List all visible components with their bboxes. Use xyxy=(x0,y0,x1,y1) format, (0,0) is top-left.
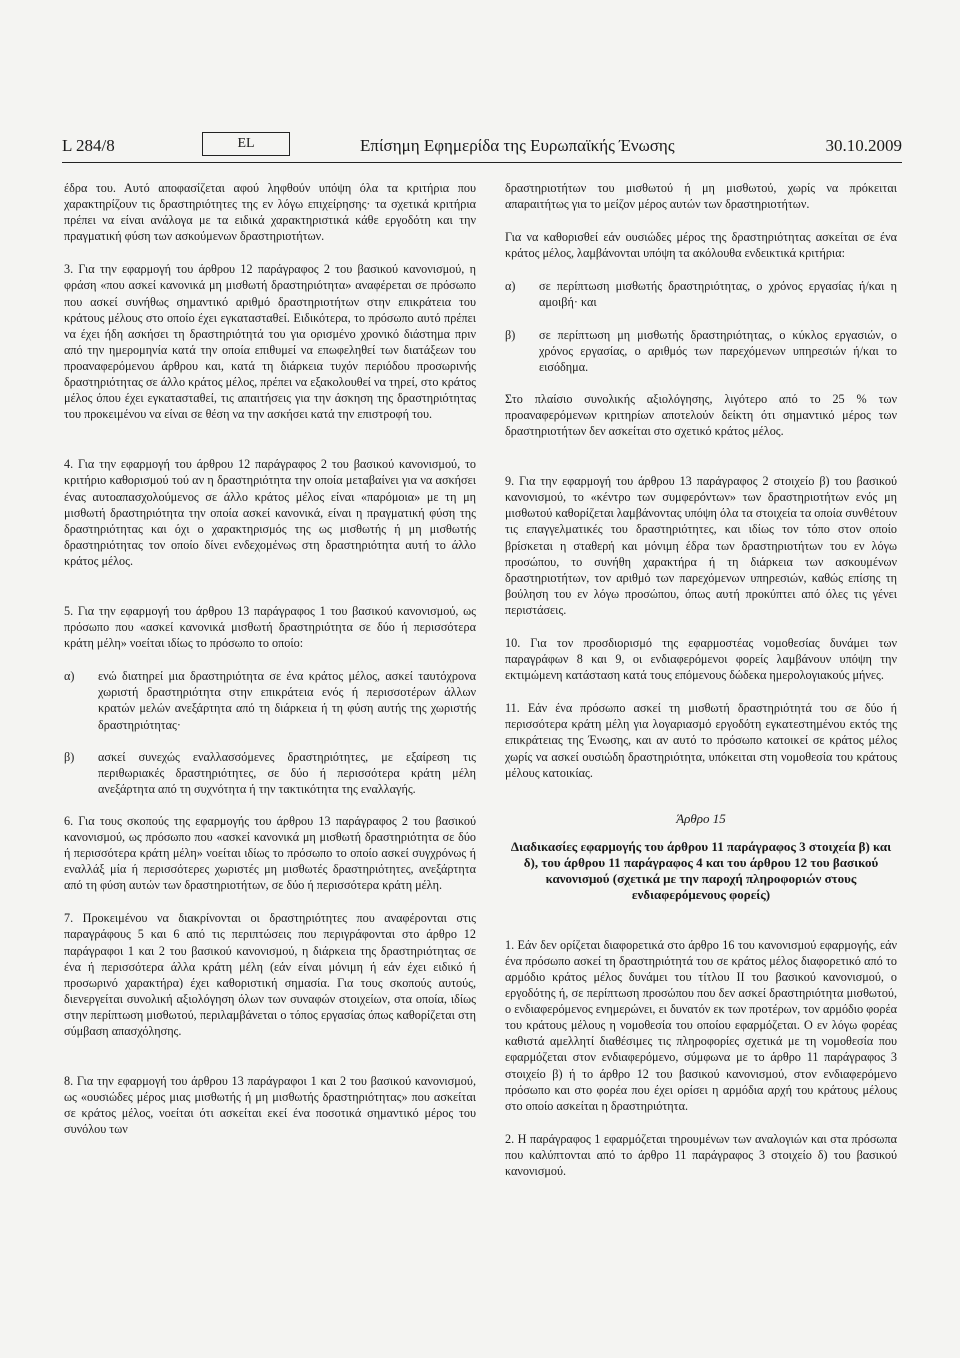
list-label: α) xyxy=(505,279,516,294)
list-label: α) xyxy=(64,669,75,684)
list-text: ενώ διατηρεί μια δραστηριότητα σε ένα κράτος μέλος, ασκεί ταυτόχρονα χωριστή δραστηριότητα στην επικράτεια ενός ή περισσοτέρων άλλων κρατών μελών ανεξάρτητα από τη διάρκεια ή τη φύση αυτής της χωριστής δραστηριότητας· xyxy=(98,669,476,732)
paragraph-10: 10. Για τον προσδιορισμό της εφαρμοστέας νομοθεσίας δυνάμει των παραγράφων 8 και 9, οι ενδιαφερόμενοι φορείς λαμβάνουν υπόψη την εκτιμώμενη κατάσταση κατά τους επόμενους δώδεκα ημερολογιακούς μήνες. xyxy=(505,635,897,683)
article-paragraph-1: 1. Εάν δεν ορίζεται διαφορετικά στο άρθρο 16 του κανονισμού εφαρμογής, εάν ένα πρόσωπο ασκεί τη δραστηριότητά του σε κράτος μέλος διαφορετικό από το αρμόδιο κράτος μέλος δυνάμει του τίτλου II του βασικού κανονισμού, ο εργοδότης ή, σε περίπτωση προσώπου που δεν ασκεί δραστηριότητα μισθωτού, ο ενδιαφερόμενος ενημερώνει, ει δυνατόν εκ των προτέρων, τον αρμόδιο φορέα του κράτους μέλους η νομοθεσία του οποίου εφαρμόζεται. Ο εν λόγω φορέας καθιστά αμελλητί διαθέσιμες τις πληροφορίες σχετικά με τη νομοθεσία που εφαρμόζεται στον ενδιαφερόμενο, σύμφωνα με το άρθρο 11 παράγραφος 3 στοιχείο β) ή το άρθρο 12 του βασικού κανονισμού, στον ενδιαφερόμενο πρόσωπο και στο φορέα που έχει ορίσει η αρμόδια αρχή του κράτους μέλους στο οποίο ασκείται η δραστηριότητα. xyxy=(505,937,897,1113)
list-label: β) xyxy=(505,327,516,342)
page-reference: L 284/8 xyxy=(62,136,115,155)
paragraph-criteria: Για να καθορισθεί εάν ουσιώδες μέρος της δραστηριότητας ασκείται σε ένα κράτος μέλος, λαμβάνονται υπόψη τα ακόλουθα ενδεικτικά κριτήρια: xyxy=(505,230,897,261)
list-item-a xyxy=(64,668,476,732)
language-box: EL xyxy=(202,132,290,156)
publication-date: 30.10.2009 xyxy=(825,136,902,155)
paragraph-4: 4. Για την εφαρμογή του άρθρου 12 παράγραφος 2 του βασικού κανονισμού, το κριτήριο καθορισμού τού αν η δραστηριότητα την οποία μεταβαίνει για να ασκήσει ένας αυτοαπασχολούμενος σε άλλο κράτος μέλος είναι «παρόμοια» με τη μη μισθωτή δραστηριότητα την οποία ασκεί κανονικά, είναι η πραγματική φύση της δραστηριότητας και όχι ο χαρακτηρισμός της ως μισθωτής ή μη μισθωτής δραστηριότητας τον οποίο δίνει ενδεχομένως στη δραστηριότητα αυτή το άλλο κράτος μέλος. xyxy=(64,457,476,568)
criteria-item-a xyxy=(505,278,897,310)
paragraph-continued: δραστηριοτήτων του μισθωτού ή μη μισθωτού, χωρίς να πρόκειται απαραιτήτως για το μείζον μέρος αυτών των δραστηριοτήτων. xyxy=(505,181,897,212)
paragraph-3: 3. Για την εφαρμογή του άρθρου 12 παράγραφος 2 του βασικού κανονισμού, η φράση «που ασκεί κανονικά μη μισθωτή δραστηριότητα» αναφέρεται σε πρόσωπο που ασκεί συνήθως σημαντικό αριθμό δραστηριοτήτων στην επικράτεια του κράτους μέλους στο οποίο έχει εγκατασταθεί. Ειδικότερα, το πρόσωπο αυτό πρέπει να έχει ήδη ασκήσει τη δραστηριότητά του για ορισμένο χρονικό διάστημα πριν από την ημερομηνία κατά την οποία επιθυμεί να επωφεληθεί των διατάξεων του προαναφερόμενου άρθρου και, κατά τη διάρκεια τυχόν περιόδου προσωρινής δραστηριότητας σε άλλο κράτος μέλος, πρέπει να εξακολουθεί να τηρεί, στο κράτος μέλος όπου έχει εγκατασταθεί, τις απαιτήσεις για την άσκηση της δραστηριότητας του προκειμένου να είναι σε θέση να την ασκήσει κατά την επιστροφή του. xyxy=(64,262,476,422)
paragraph-6: 6. Για τους σκοπούς της εφαρμογής του άρθρου 13 παράγραφος 2 του βασικού κανονισμού, ως πρόσωπο που «ασκεί κανονικά μη μισθωτή δραστηριότητα σε δύο ή περισσότερα κράτη μέλη» νοείται ιδίως το πρόσωπο το οποίο ασκεί συγχρόνως ή εναλλάξ μία ή περισσότερες χωριστές μη μισθωτές δραστηριότητες, ανεξάρτητα από τη φύση αυτών των δραστηριοτήτων, σε δύο ή περισσότερα κράτη μέλη. xyxy=(64,813,476,893)
paragraph-5: 5. Για την εφαρμογή του άρθρου 13 παράγραφος 1 του βασικού κανονισμού, ως πρόσωπο που «ασκεί κανονικά μισθωτή δραστηριότητα σε δύο ή περισσότερα κράτη μέλη» νοείται ιδίως το πρόσωπο το οποίο: xyxy=(64,603,476,651)
paragraph-intro: έδρα του. Αυτό αποφασίζεται αφού ληφθούν υπόψη όλα τα κριτήρια που χαρακτηρίζουν τις δραστηριότητες της εν λόγω επιχείρησης· τα σχετικά κριτήρια πρέπει να είναι ανάλογα με τα ειδικά χαρακτηριστικά κάθε εργοδότη και την πραγματική φύση των ασκούμενων δραστηριοτήτων. xyxy=(64,181,476,244)
criteria-item-b xyxy=(505,327,897,375)
list-item-b xyxy=(64,749,476,797)
article-paragraph-2: 2. Η παράγραφος 1 εφαρμόζεται τηρουμένων των αναλογιών και στα πρόσωπα που καλύπτονται από το άρθρο 11 παράγραφος 3 στοιχείο δ) του βασικού κανονισμού. xyxy=(505,1131,897,1179)
left-column xyxy=(64,180,476,1155)
right-column xyxy=(505,180,897,1196)
page-header xyxy=(62,132,902,163)
paragraph-8: 8. Για την εφαρμογή του άρθρου 13 παράγραφοι 1 και 2 του βασικού κανονισμού, ως «ουσιώδες μέρος μιας μισθωτής ή μη μισθωτής δραστηριότητας» που ασκείται σε κράτος μέλος, νοείται ότι ασκείται εκεί ένα ποσοτικά σημαντικό μέρος του συνόλου των xyxy=(64,1074,476,1137)
journal-title: Επίσημη Εφημερίδα της Ευρωπαϊκής Ένωσης xyxy=(360,136,675,155)
article-title: Άρθρο 15 xyxy=(676,810,726,826)
paragraph-7: 7. Προκειμένου να διακρίνονται οι δραστηριότητες που αναφέρονται στις παραγράφους 5 και 6 από τις περιπτώσεις που περιγράφονται στο άρθρο 12 παράγραφοι 1 και 2 του βασικού κανονισμού, η διάρκεια της δραστηριότητας σε ένα ή περισσότερα άλλα κράτη μέλη (εάν είναι μόνιμη ή εάν έχει ειδικό ή προσωρινό χαρακτήρα) έχει καθοριστική σημασία. Για τους σκοπούς αυτούς, διενεργείται συνολική αξιολόγηση όλων των συναφών στοιχείων, στα οποία, ιδίως στην περίπτωση μισθωτού, περιλαμβάνεται ο τόπος εργασίας όπως καθορίζεται στη σύμβαση απασχόλησης. xyxy=(64,911,476,1039)
article-subtitle: Διαδικασίες εφαρμογής του άρθρου 11 παράγραφος 3 στοιχεία β) και δ), του άρθρου 11 παράγραφος 4 και του άρθρου 12 του βασικού κανονισμού (σχετικά με την παροχή πληροφοριών στους ενδιαφερόμενους φορείς) xyxy=(510,838,892,902)
list-text: σε περίπτωση μη μισθωτής δραστηριότητας, ο κύκλος εργασιών, ο χρόνος εργασίας, ο αριθμός των παρεχόμενων υπηρεσιών ή/και το εισόδημα. xyxy=(539,327,897,374)
list-label: β) xyxy=(64,749,75,764)
paragraph-9: 9. Για την εφαρμογή του άρθρου 13 παράγραφος 2 στοιχείο β) του βασικού κανονισμού, το «κέντρο των συμφερόντων» των δραστηριοτήτων ενός μη μισθωτού καθορίζεται λαμβάνοντας υπόψη όλα τα στοιχεία τα οποία συνθέτουν τις επαγγελματικές του δραστηριότητες, και ιδίως τον τόπο στον οποίο βρίσκεται η σταθερή και μόνιμη έδρα των δραστηριοτήτων του εν λόγω προσώπου, το συνήθη χαρακτήρα ή τη διάρκεια των ασκουμένων δραστηριοτήτων, τον αριθμό των παρεχόμενων υπηρεσιών, καθώς επίσης τη βούληση του εν λόγω προσώπου, όπως αυτή προκύπτει από όλες τις γένει περιστάσεις. xyxy=(505,474,897,617)
list-text: σε περίπτωση μισθωτής δραστηριότητας, ο χρόνος εργασίας ή/και η αμοιβή· και xyxy=(539,279,897,310)
paragraph-11: 11. Εάν ένα πρόσωπο ασκεί τη μισθωτή δραστηριότητά του σε δύο ή περισσότερα κράτη μέλη για λογαριασμό εργοδότη εγκατεστημένου εκτός της επικράτειας της Ένωσης, και αν αυτό το πρόσωπο κατοικεί σε κράτος μέλος χωρίς να ασκεί ουσιώδη δραστηριότητα, υπόκειται στη νομοθεσία του κράτους μέλους κατοικίας. xyxy=(505,701,897,780)
paragraph-evaluation: Στο πλαίσιο συνολικής αξιολόγησης, λιγότερο από το 25 % των προαναφερόμενων κριτηρίων αποτελούν δείκτη ότι σημαντικό μέρος των δραστηριοτήτων δεν ασκείται στο σχετικό κράτος μέλος. xyxy=(505,391,897,439)
list-text: ασκεί συνεχώς εναλλασσόμενες δραστηριότητες, με εξαίρεση τις περιθωριακές δραστηριότητες, σε δύο ή περισσότερα κράτη μέλη ανεξάρτητα από τη συχνότητα ή την τακτικότητα της εναλλαγής. xyxy=(98,749,476,796)
